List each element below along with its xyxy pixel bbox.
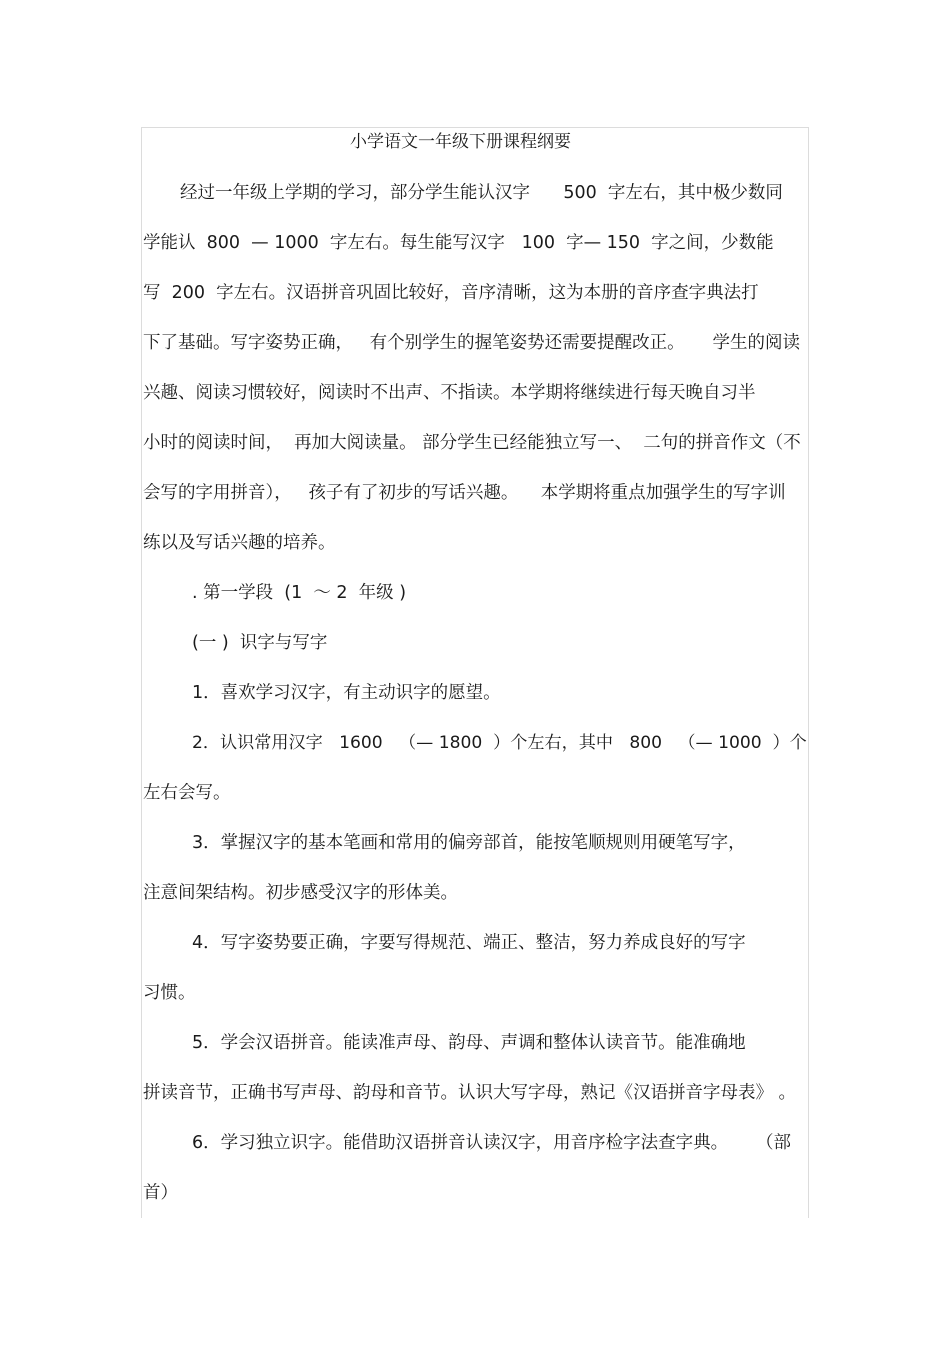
list-item-line: 左右会写。 [143, 783, 231, 803]
intro-line: 练以及写话兴趣的培养。 [143, 533, 336, 553]
section-heading: . 第一学段 (1 ～ 2 年级 ) [192, 583, 407, 603]
intro-line: 会写的字用拼音）， 孩子有了初步的写话兴趣。 本学期将重点加强学生的写字训 [143, 483, 786, 503]
intro-line: 经过一年级上学期的学习，部分学生能认汉字 500 字左右，其中极少数同 [180, 183, 783, 203]
list-item-line: 拼读音节，正确书写声母、韵母和音节。认识大写字母，熟记《汉语拼音字母表》 。 [143, 1083, 797, 1103]
intro-line: 下了基础。写字姿势正确， 有个别学生的握笔姿势还需要提醒改正。 学生的阅读 [143, 333, 800, 353]
list-item-line: 4．写字姿势要正确，字要写得规范、端正、整洁，努力养成良好的写字 [192, 933, 746, 953]
document-title: 小学语文一年级下册课程纲要 [350, 132, 571, 152]
list-item-line: 习惯。 [143, 983, 196, 1003]
list-item-line: 3．掌握汉字的基本笔画和常用的偏旁部首，能按笔顺规则用硬笔写字， [192, 833, 746, 853]
list-item-line: 注意间架结构。初步感受汉字的形体美。 [143, 883, 458, 903]
list-item-line: 首） [143, 1183, 178, 1203]
intro-line: 学能认 800 — 1000 字左右。每生能写汉字 100 字— 150 字之间，少数能 [143, 233, 774, 253]
list-item-line: 5．学会汉语拼音。能读准声母、韵母、声调和整体认读音节。能准确地 [192, 1033, 746, 1053]
intro-line: 小时的阅读时间， 再加大阅读量。 部分学生已经能独立写一、 二句的拼音作文（不 [143, 433, 801, 453]
list-item-line: 1．喜欢学习汉字，有主动识字的愿望。 [192, 683, 501, 703]
subsection-heading: (一 ) 识字与写字 [192, 633, 328, 653]
list-item-line: 2．认识常用汉字 1600 （— 1800 ）个左右，其中 800 （— 1000 ）个 [192, 733, 807, 753]
intro-line: 写 200 字左右。汉语拼音巩固比较好，音序清晰，这为本册的音序查字典法打 [143, 283, 759, 303]
list-item-line: 6．学习独立识字。能借助汉语拼音认读汉字，用音序检字法查字典。 （部 [192, 1133, 791, 1153]
intro-line: 兴趣、阅读习惯较好，阅读时不出声、不指读。本学期将继续进行每天晚自习半 [143, 383, 756, 403]
